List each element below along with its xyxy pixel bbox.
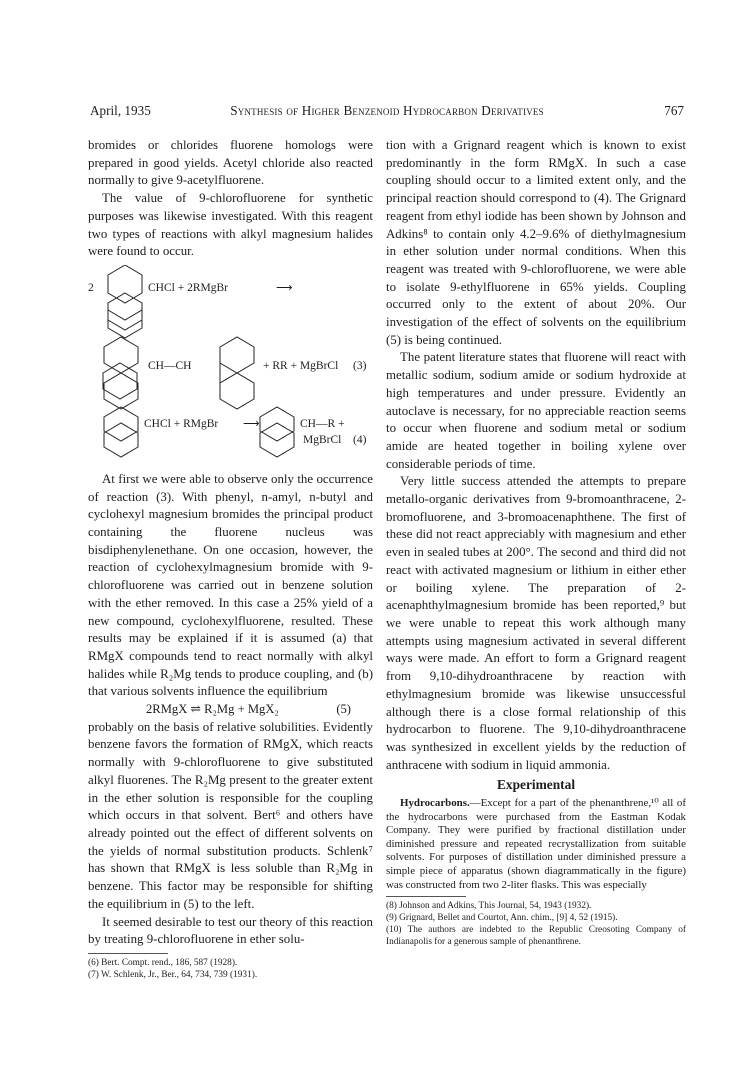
paragraph: It seemed desirable to test our theory of this reaction by treating 9-chlorofluorene in ether solu- [88, 914, 373, 947]
footnote: (10) The authors are indebted to the Republic Creosoting Company of Indianapolis for a generous sample of phenanthrene. [386, 925, 686, 948]
right-column [386, 137, 686, 948]
eq4-reactants: CHCl + RMgBr [144, 417, 219, 430]
page-number: 767 [664, 103, 684, 118]
footnote: (8) Johnson and Adkins, This Journal, 54, 1943 (1932). [386, 901, 592, 912]
paragraph: Very little success attended the attempts to prepare metallo-organic derivatives from 9-bromoanthracene, 2-bromofluorene, and 3-bromoacenaphthene. The first of these did not react appreciably with magnesium and ether even in sealed tubes at 200°. The second and third did not react with activated magnesium or lithium in either ether or boiling xylene. The preparation of 2-acenaphthylmagnesium bromide has been reported,⁹ but we were unable to repeat this work although many attempts using magnesium activated in several different ways were made. An effort to form a Grignard reagent from 9,10-dihydroanthracene by reaction with ethylmagnesium bromide was likewise unsuccessful although there is a close formal relationship of this hydrocarbon to fluorene. The 9,10-dihydroanthracene was synthesized in excellent yields by the reduction of anthracene with sodium in liquid ammonia. [386, 474, 686, 772]
paragraph-text: —Except for a part of the phenanthrene,¹⁰ all of the hydrocarbons were purchased from the Eastman Kodak Company. They were purified by fractional distillation under diminished pressure and repeated recrystallization from suitable solvents. For purposes of distillation under diminished pressure a simple piece of apparatus (shown diagrammatically in the figure) was constructed from two 2-liter flasks. This was especially [386, 797, 686, 891]
footnote-rule [386, 896, 466, 897]
run-in-heading: Hydrocarbons. [400, 797, 470, 810]
eq3-reactants: CHCl + 2RMgBr [148, 281, 228, 294]
paragraph: tion with a Grignard reagent which is known to exist predominantly in the form RMgX. In such a case coupling should occur to a limited extent only, and the principal reaction should correspond to (4). The Grignard reagent from ethyl iodide has been shown by Johnson and Adkins⁸ to contain only 4.2–9.6% of diethylmagnesium in ether solution under normal conditions. When this reagent was treated with 9-chlorofluorene, we were able to isolate 9-ethylfluorene in 65% yields. Coupling occurred only to the extent of about 20%. Our investigation of the effect of solvents on the equilibrium (5) is being continued. [386, 138, 686, 347]
eq3-number: (3) [353, 359, 367, 372]
paragraph-small [386, 797, 686, 892]
paragraph: bromides or chlorides fluorene homologs were prepared in good yields. Acetyl chloride also reacted normally to give 9-acetylfluorene. [88, 138, 373, 188]
paragraph: At first we were able to observe only the occurrence of reaction (3). With phenyl, n-amyl, n-butyl and cyclohexyl magnesium bromides the principal product containing the fluorene nucleus was bisdiphenylenethane. On one occasion, however, the reaction of cyclohexylmagnesium bromide with 9-chlorofluorene was carried out in benzene solution with the ether removed. In this case a 25% yield of a new compound, cyclohexylfluorene, resulted. These results may be explained if it is assumed (a) that RMgX compounds tend to react normally with alkyl halides while R₂Mg tends to produce coupling, and (b) that various solvents influence the equilibrium [88, 471, 373, 699]
equation-5 [88, 701, 373, 719]
section-heading: Experimental [496, 777, 576, 793]
paragraph: The value of 9-chlorofluorene for synthetic purposes was likewise investigated. With this reagent two types of reactions with alkyl magnesium halides were found to occur. [88, 191, 373, 259]
paragraph: The patent literature states that fluorene will react with metallic sodium, sodium amide or sodium hydroxide at high temperatures and under pressure. Evidently an autoclave is necessary, for no appreciable reaction seems to occur when fluorene and sodium metal or sodium amide are heated together in boiling xylene over considerable periods of time. [386, 350, 686, 471]
header-date: April, 1935 [90, 103, 151, 118]
equation-text: 2RMgX ⇌ R₂Mg + MgX₂ [146, 702, 279, 717]
reaction-scheme-figure [88, 265, 373, 465]
equation-number: (5) [336, 702, 351, 717]
running-header [90, 103, 684, 121]
footnote: (9) Grignard, Bellet and Courtot, Ann. chim., [9] 4, 52 (1915). [386, 913, 618, 924]
arrow-glyph: ⟶ [243, 417, 260, 430]
paragraph: probably on the basis of relative solubilities. Evidently benzene favors the formation of RMgX, which reacts normally with 9-chlorofluorene to give substituted alkyl fluorenes. The R₂Mg present to the greater extent in the ether solution is responsible for the coupling which occurs in that solvent. Bert⁶ and others have already pointed out the effect of different solvents on the yields of normal substitution products. Schlenk⁷ has shown that RMgX is less soluble than R₂Mg in benzene. This factor may be responsible for shifting the equilibrium in (5) to the left. [88, 719, 373, 911]
coefficient: 2 [88, 281, 94, 294]
reaction-scheme [88, 265, 373, 465]
footnote: (7) W. Schlenk, Jr., Ber., 64, 734, 739 (1931). [88, 969, 258, 980]
footnote: (6) Bert. Compt. rend., 186, 587 (1928). [88, 957, 238, 968]
left-column [88, 137, 373, 981]
eq4-number: (4) [353, 433, 367, 446]
eq3-linkage: CH—CH [148, 359, 192, 372]
eq3-byproducts: + RR + MgBrCl [263, 359, 339, 372]
header-title: Synthesis of Higher Benzenoid Hydrocarbon Derivatives [230, 103, 544, 118]
eq4-product: CH—R + [300, 417, 345, 430]
eq4-byproduct: MgBrCl [303, 433, 342, 446]
arrow-glyph: ⟶ [276, 281, 293, 294]
footnote-rule [88, 953, 168, 954]
